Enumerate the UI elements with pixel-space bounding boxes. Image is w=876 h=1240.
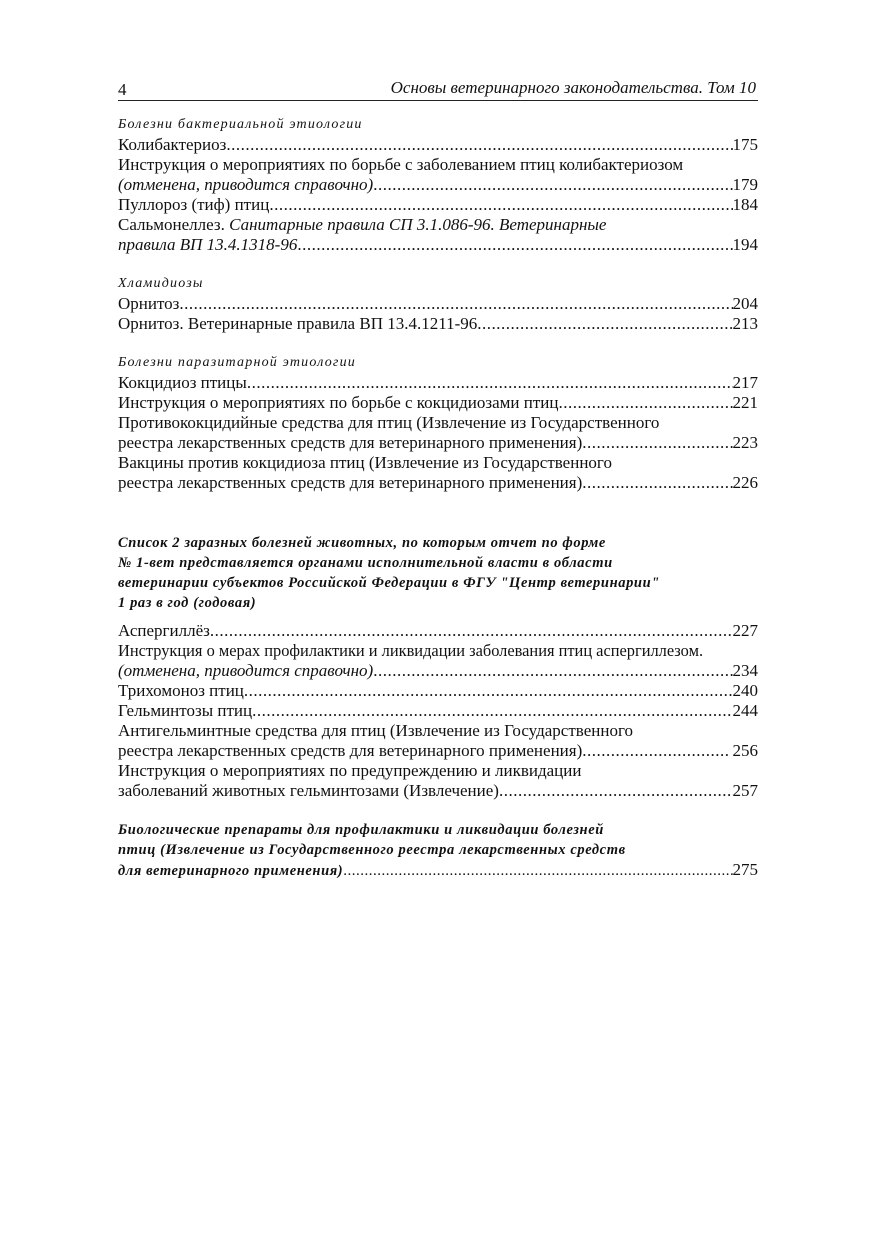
- toc-entry[interactable]: Колибактериоз ..... 175: [118, 135, 758, 155]
- page-ref: 244: [732, 701, 758, 720]
- page-ref: 194: [732, 235, 758, 254]
- toc-entry[interactable]: Пуллороз (тиф) птиц ..... 184: [118, 195, 758, 215]
- page-ref: 240: [732, 681, 758, 700]
- section-heading: Болезни паразитарной этиологии: [118, 355, 356, 370]
- page-ref: 175: [732, 135, 758, 154]
- page-ref: 275: [732, 860, 758, 879]
- bio-preparations: [118, 820, 758, 880]
- toc-entry[interactable]: Инструкция о мерах профилактики и ликвидации заболевания птиц аспергиллезом.: [118, 641, 704, 660]
- list2-heading-line: Список 2 заразных болезней животных, по которым отчет по форме: [118, 535, 606, 551]
- toc-entry-cont[interactable]: (отменена, приводится справочно) ..... 234: [118, 661, 758, 681]
- toc-entry[interactable]: Антигельминтные средства для птиц (Извлечение из Государственного: [118, 721, 633, 740]
- toc-entry[interactable]: Гельминтозы птиц ..... 244: [118, 701, 758, 721]
- list2-heading-line: 1 раз в год (годовая): [118, 595, 257, 611]
- page-ref: 223: [732, 433, 758, 452]
- toc-entry[interactable]: Инструкция о мероприятиях по борьбе с кокцидиозами птиц ..... 221: [118, 393, 758, 413]
- page-number: 4: [118, 80, 127, 99]
- list2-heading: [118, 533, 758, 613]
- toc-entry-cont[interactable]: заболеваний животных гельминтозами (Извлечение) ..... 257: [118, 781, 758, 801]
- page-ref: 227: [732, 621, 758, 640]
- toc-entry[interactable]: Орнитоз. Ветеринарные правила ВП 13.4.1211-96 ..... 213: [118, 314, 758, 334]
- toc-entry[interactable]: Инструкция о мероприятиях по предупреждению и ликвидации: [118, 761, 582, 780]
- toc-entry[interactable]: Кокцидиоз птицы ..... 217: [118, 373, 758, 393]
- list2-entries: [118, 621, 758, 801]
- section-heading: Болезни бактериальной этиологии: [118, 117, 363, 132]
- page-ref: 256: [728, 741, 758, 760]
- toc-entry-cont[interactable]: (отменена, приводится справочно) ..... 179: [118, 175, 758, 195]
- page-ref: 179: [732, 175, 758, 194]
- book-title: Основы ветеринарного законодательства. Том 10: [390, 78, 756, 97]
- toc-entry[interactable]: Сальмонеллез. Санитарные правила СП 3.1.086-96. Ветеринарные: [118, 215, 607, 234]
- section-heading: Хламидиозы: [118, 276, 204, 291]
- page-ref: 204: [732, 294, 758, 313]
- page-ref: 184: [732, 195, 758, 214]
- list2-heading-line: № 1-вет представляется органами исполнительной власти в области: [118, 555, 613, 571]
- bio-heading-line: птиц (Извлечение из Государственного реестра лекарственных средств: [118, 842, 626, 858]
- toc-entry[interactable]: Аспергиллёз ..... 227: [118, 621, 758, 641]
- section-chlamydia: [118, 275, 758, 334]
- running-header: [118, 78, 758, 101]
- toc-entry-cont[interactable]: реестра лекарственных средств для ветеринарного применения) ..... 223: [118, 433, 758, 453]
- toc-entry-cont[interactable]: правила ВП 13.4.1318-96 ..... 194: [118, 235, 758, 255]
- page-ref: 217: [732, 373, 758, 392]
- toc-entry[interactable]: для ветеринарного применения) ..... 275: [118, 860, 758, 880]
- toc-entry[interactable]: Трихомоноз птиц ..... 240: [118, 681, 758, 701]
- page-ref: 234: [732, 661, 758, 680]
- section-bacterial: [118, 116, 758, 255]
- toc-entry[interactable]: Орнитоз ..... 204: [118, 294, 758, 314]
- section-parasitic: [118, 354, 758, 493]
- page-ref: 221: [732, 393, 758, 412]
- toc-entry[interactable]: Противококцидийные средства для птиц (Извлечение из Государственного: [118, 413, 660, 432]
- toc-entry[interactable]: Инструкция о мероприятиях по борьбе с заболеванием птиц колибактериозом: [118, 155, 684, 174]
- toc-entry-cont[interactable]: реестра лекарственных средств для ветеринарного применения) ..... 256: [118, 741, 758, 761]
- page-ref: 213: [732, 314, 758, 333]
- toc-entry-cont[interactable]: реестра лекарственных средств для ветеринарного применения) ..... 226: [118, 473, 758, 493]
- list2-heading-line: ветеринарии субъектов Российской Федерации в ФГУ "Центр ветеринарии": [118, 575, 660, 591]
- page-ref: 257: [732, 781, 758, 800]
- toc-entry[interactable]: Вакцины против кокцидиоза птиц (Извлечение из Государственного: [118, 453, 612, 472]
- page-ref: 226: [732, 473, 758, 492]
- bio-heading-line: Биологические препараты для профилактики и ликвидации болезней: [118, 822, 604, 838]
